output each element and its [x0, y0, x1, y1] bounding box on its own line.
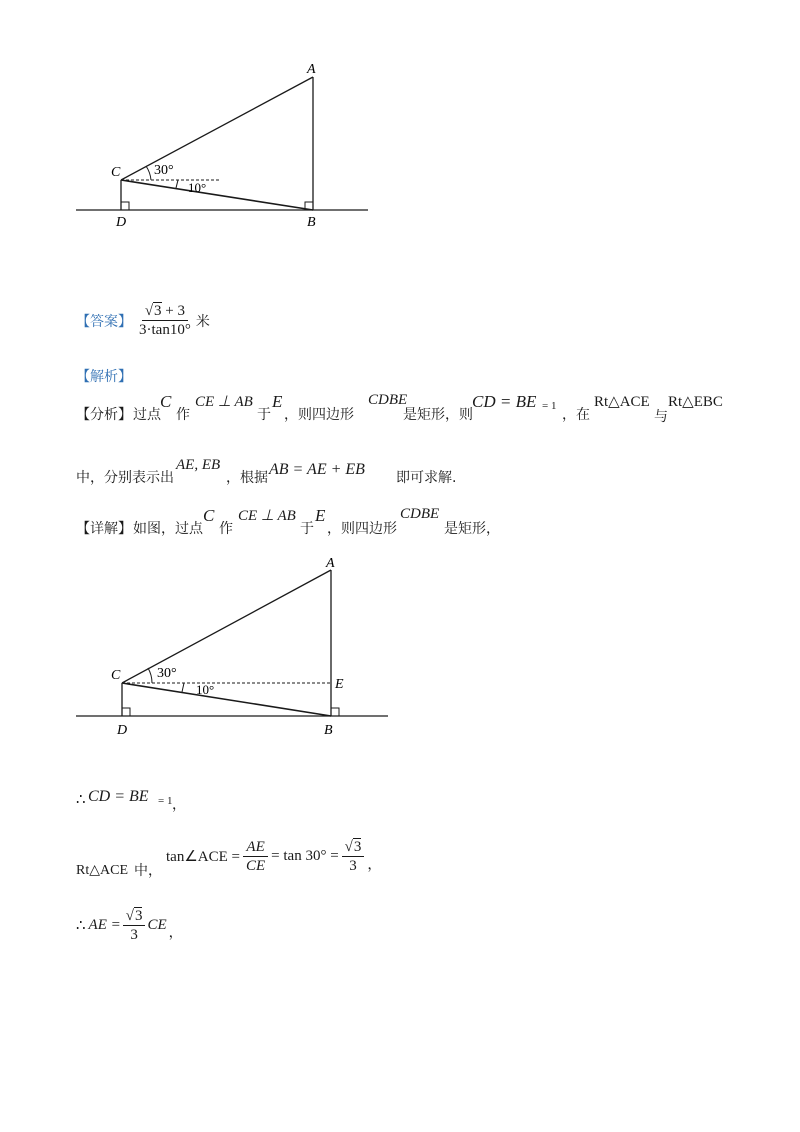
step2-mid: = tan 30° = [271, 847, 339, 864]
angle-label-10-2: 10° [196, 682, 215, 697]
analysis-tag: 【解析】 [76, 369, 132, 385]
step2-sqrt: 3 [353, 838, 362, 855]
fenxi-ce-perp-ab: CE ⊥ AB [195, 394, 253, 410]
fenxi-point-c: C [160, 392, 172, 411]
fenxi-line2-text-2: ，根据 [226, 470, 268, 486]
xiangjie-text-3: 于 [300, 521, 314, 537]
step2-comma: ， [367, 857, 382, 873]
step3-den: 3 [130, 927, 138, 943]
step2-equation [166, 838, 381, 874]
fenxi-ab-eq: AB = AE + EB [269, 461, 365, 478]
fenxi-tag: 【分析】 [76, 407, 132, 423]
fenxi-ae-eb: AE, EB [176, 457, 221, 473]
step-2 [76, 834, 476, 884]
fenxi-line-2 [76, 455, 776, 485]
fenxi-eq: CD = BE [472, 392, 537, 411]
fenxi-text-4: ，则四边形 [284, 407, 354, 423]
fenxi-text-5: 是矩形，则 [403, 407, 473, 423]
xiangjie-point-c: C [203, 506, 215, 525]
right-angle-D-2 [122, 708, 130, 716]
figure-1 [0, 0, 800, 240]
fenxi-point-e: E [272, 392, 283, 411]
xiangjie-ce-perp-ab: CE ⊥ AB [238, 508, 296, 524]
step2-den: CE [245, 857, 266, 874]
step2-zhong: 中， [134, 863, 162, 879]
xiangjie-tag: 【详解】 [76, 521, 132, 537]
answer-unit: 米 [195, 313, 210, 330]
label-C-2: C [111, 668, 121, 683]
step1-therefore: ∴ [76, 792, 86, 808]
step2-tan: tan∠ACE = [166, 848, 240, 865]
fenxi-text-1: 过点 [133, 407, 161, 423]
xiangjie-text-4: ，则四边形 [327, 521, 397, 537]
angle-arc-30 [146, 166, 151, 180]
right-angle-D [121, 202, 129, 210]
right-angle-B-2 [331, 708, 339, 716]
step1-eq: CD = BE [88, 788, 149, 805]
xiangjie-text-2: 作 [219, 521, 233, 537]
step3-ce: CE [147, 917, 167, 933]
angle-label-10: 10° [188, 180, 207, 195]
segment-CB [121, 180, 313, 210]
angle-arc-30-2 [148, 668, 152, 683]
step1-val: = 1 [158, 795, 173, 807]
fenxi-cdbe: CDBE [368, 392, 408, 408]
label-D-2: D [117, 723, 128, 738]
answer-den: 3·tan10° [139, 322, 191, 338]
label-A-2: A [326, 556, 335, 571]
fenxi-text-7: 与 [654, 409, 668, 425]
fenxi-text-3: 于 [257, 407, 271, 423]
answer-fraction: $\frac{√3 + 3}{3\cdot\tan 10^\circ}$ [136, 303, 194, 338]
step2-fraction [243, 839, 268, 874]
fenxi-text-2: 作 [176, 407, 190, 423]
step3-sqrt: 3 [134, 908, 143, 924]
label-E-2: E [335, 677, 344, 692]
fenxi-text-6: ，在 [562, 407, 590, 423]
fenxi-rt-ace: Rt△ACE [594, 394, 650, 410]
step-3 [76, 908, 183, 943]
angle-label-30-2: 30° [157, 666, 177, 681]
angle-arc-10 [176, 180, 178, 188]
label-B: B [307, 215, 316, 230]
figure-2 [0, 550, 800, 750]
step1-comma: ， [172, 797, 186, 813]
step3-therefore: ∴ [76, 918, 86, 934]
fenxi-eq-val: = 1 [542, 400, 557, 412]
angle-label-30: 30° [154, 163, 174, 178]
segment-CB-2 [122, 683, 331, 716]
xiangjie-line [76, 506, 776, 536]
segment-CA-2 [122, 570, 331, 683]
step3-fraction: $\frac{√3}{3}$ [123, 908, 146, 943]
step2-den2: 3 [349, 857, 357, 874]
label-D: D [116, 215, 127, 230]
xiangjie-cdbe: CDBE [400, 506, 440, 522]
step2-sqrt-fraction: $\frac{√3}{3}$ [342, 839, 365, 874]
answer-num-rest: + 3 [165, 303, 186, 319]
segment-CA [121, 77, 313, 180]
xiangjie-point-e: E [315, 506, 326, 525]
answer-num-sqrt: 3 [154, 303, 162, 319]
step3-comma: ， [168, 924, 183, 941]
label-B-2: B [324, 723, 333, 738]
xiangjie-text-1: 如图，过点 [133, 521, 203, 537]
label-A: A [307, 62, 316, 77]
step2-num: AE [243, 839, 267, 857]
fenxi-line-1 [76, 392, 776, 425]
xiangjie-text-5: 是矩形， [444, 521, 500, 537]
answer-tag: 【答案】 [76, 313, 132, 330]
step3-lhs: AE = [88, 917, 121, 933]
fenxi-line2-text-3: 即可求解. [396, 470, 457, 486]
answer-line [76, 303, 210, 338]
label-C: C [111, 165, 121, 180]
fenxi-rt-ebc: Rt△EBC [668, 394, 723, 410]
step2-rt-ace: Rt△ACE [76, 863, 128, 878]
fenxi-line2-text-1: 中，分别表示出 [76, 470, 174, 486]
step-1 [76, 788, 376, 812]
angle-arc-10-2 [182, 683, 184, 692]
